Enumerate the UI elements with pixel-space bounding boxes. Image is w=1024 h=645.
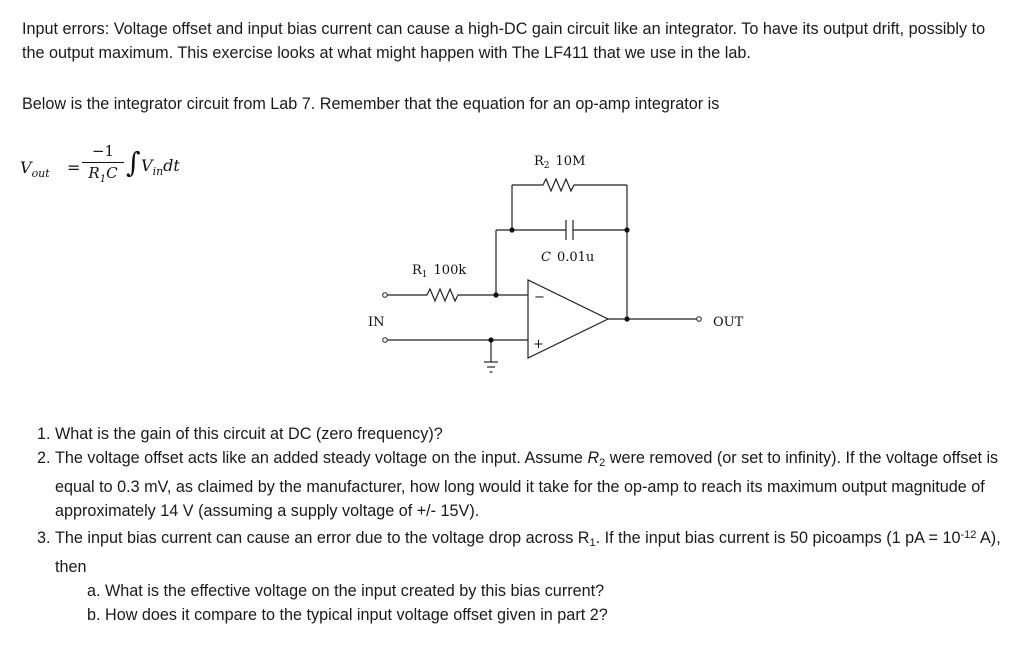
question-3b-text: How does it compare to the typical input voltage offset given in part 2?	[105, 606, 608, 624]
r2-resistor	[512, 179, 627, 191]
r1-label	[412, 263, 466, 280]
question-3-sub: 1	[589, 537, 596, 549]
in-terminal-top	[383, 293, 388, 298]
op-amp-plus: +	[533, 337, 544, 352]
r2-value: 10M	[555, 154, 586, 169]
question-2	[55, 446, 1015, 523]
equation-numerator: −1	[91, 142, 115, 160]
question-2-text-a: The voltage offset acts like an added steady voltage on the input. Assume	[55, 449, 588, 467]
intro-paragraph-2: Below is the integrator circuit from Lab 7. Remember that the equation for an op-amp integrator is	[22, 95, 720, 113]
r2-label	[534, 154, 585, 171]
r1-resistor	[387, 289, 496, 301]
question-2-sub: 2	[599, 457, 606, 469]
equation-denominator	[80, 163, 126, 190]
r1-sub: 1	[421, 270, 428, 280]
node-dot-ground	[488, 337, 493, 342]
integral-sign: ∫	[126, 146, 141, 179]
op-amp-minus: −	[534, 290, 545, 305]
out-terminal	[697, 317, 702, 322]
c-label	[541, 250, 594, 265]
intro-paragraph-1: Input errors: Voltage offset and input bias current can cause a high-DC gain circuit like an integrator. To have its output drift, possibly to the output maximum. This exercise looks at what might happen with The LF411 that we use in the lab.	[22, 20, 986, 62]
integrand-sub: in	[152, 165, 164, 179]
equation-lhs-v: V	[20, 158, 32, 177]
question-3a	[105, 579, 1015, 603]
node-dot-feedback-right	[624, 227, 629, 232]
question-1	[55, 422, 1015, 446]
node-dot-inverting	[493, 292, 498, 297]
integrand-v: V	[141, 156, 153, 175]
integrator-circuit-diagram	[360, 140, 760, 395]
denominator-r: R	[88, 164, 100, 182]
r2-sub: 2	[543, 161, 550, 171]
question-list	[20, 422, 1015, 627]
in-terminal-bottom	[383, 338, 388, 343]
integrator-equation	[20, 138, 220, 198]
question-1-text: What is the gain of this circuit at DC (zero frequency)?	[55, 425, 443, 443]
in-label: IN	[368, 315, 385, 330]
out-label: OUT	[713, 315, 744, 330]
equation-lhs	[20, 158, 50, 180]
c-value: 0.01u	[556, 250, 595, 265]
r1-letter: R	[412, 263, 422, 278]
node-dot-feedback-left	[509, 227, 514, 232]
question-3-text-b: . If the input bias current is 50 picoamps (1 pA = 10	[595, 529, 961, 547]
denominator-sub: 1	[99, 174, 107, 185]
node-dot-output	[624, 316, 629, 321]
equation-integrand	[141, 156, 180, 178]
r1-value: 100k	[433, 263, 467, 278]
equation-equals: =	[67, 158, 81, 177]
question-2-text-b: were removed (or set to infinity). If the voltage offset is equal to 0.3 mV, as claimed by the manufacturer, how long would it take for the op-amp to reach its maximum output magnitude of approximately 14 V (assuming a supply voltage of +/- 15V).	[55, 449, 999, 520]
question-3	[55, 523, 1015, 627]
question-3-sup: -12	[960, 529, 977, 541]
question-3a-text: What is the effective voltage on the input created by this bias current?	[105, 582, 605, 600]
r2-letter: R	[534, 154, 544, 169]
denominator-c: C	[106, 164, 118, 182]
question-2-r: R	[587, 449, 600, 467]
question-3-text-c: A), then	[55, 529, 1001, 576]
integrand-dt: dt	[163, 156, 180, 175]
question-3b	[105, 603, 1015, 627]
equation-lhs-sub: out	[31, 167, 50, 181]
c-letter: C	[541, 250, 551, 265]
equation-fraction	[80, 138, 126, 190]
question-3-sublist	[55, 579, 1015, 627]
question-3-text-a: The input bias current can cause an error due to the voltage drop across R	[55, 529, 590, 547]
